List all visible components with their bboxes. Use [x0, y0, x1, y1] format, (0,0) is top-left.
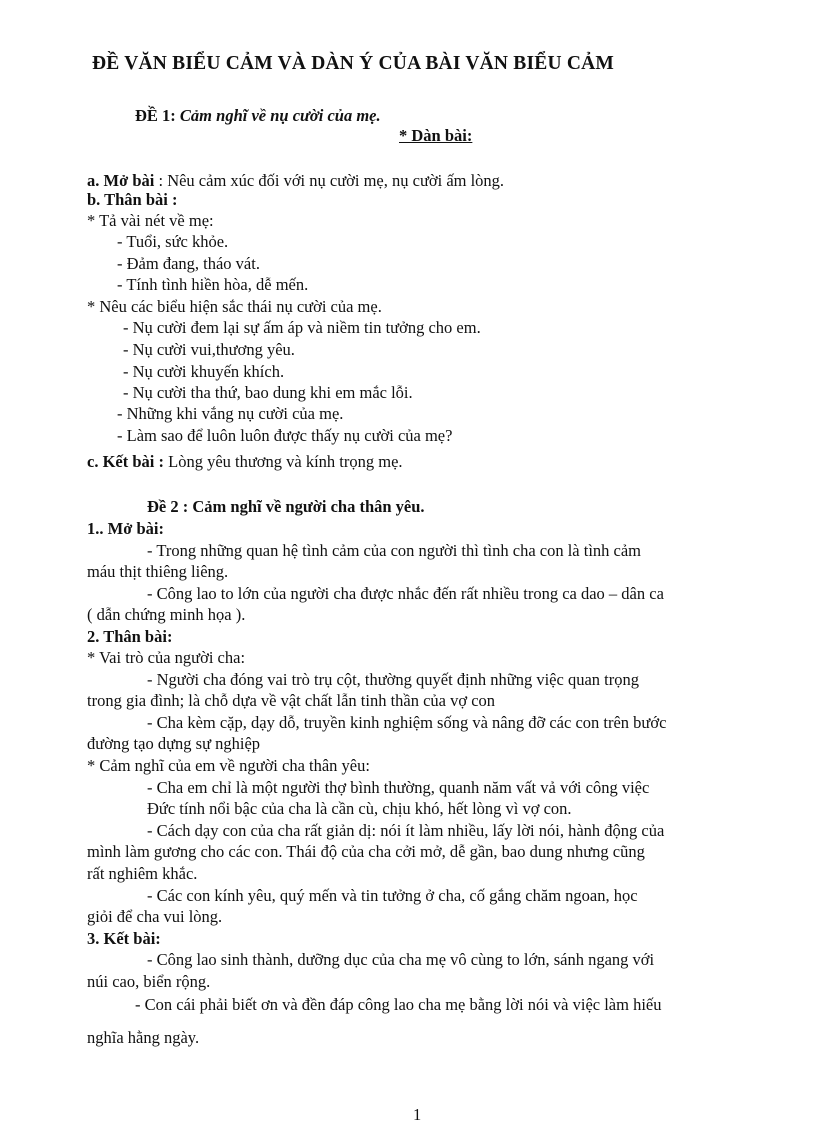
- body-2-line: - Cách dạy con của cha rất giản dị: nói ít làm nhiều, lấy lời nói, hành động của: [147, 821, 665, 840]
- body-1-line: - Nụ cười đem lại sự ấm áp và niềm tin tưởng cho em.: [123, 318, 481, 337]
- intro-2-label: 1.. Mở bài:: [87, 519, 164, 538]
- body-2-line: - Người cha đóng vai trò trụ cột, thường quyết định những việc quan trọng: [147, 670, 639, 689]
- topic-2-label: Đề 2 :: [147, 497, 189, 516]
- conclusion-1-label: c. Kết bài :: [87, 452, 164, 471]
- intro-1-label: a. Mở bài: [87, 171, 155, 190]
- body-1-line: * Nêu các biểu hiện sắc thái nụ cười của mẹ.: [87, 297, 382, 316]
- body-2-line: đường tạo dựng sự nghiệp: [87, 734, 261, 753]
- topic-1-label: ĐỀ 1:: [135, 106, 176, 125]
- conclusion-1: [87, 451, 403, 472]
- topic-2-title: Cảm nghĩ về người cha thân yêu.: [188, 497, 425, 516]
- body-1-line: - Những khi vắng nụ cười của mẹ.: [117, 404, 344, 423]
- topic-2-heading: [147, 496, 425, 517]
- intro-2-line: - Trong những quan hệ tình cảm của con người thì tình cha con là tình cảm: [147, 541, 642, 560]
- body-2-line: * Vai trò của người cha:: [87, 648, 246, 667]
- conclusion-2-line: - Công lao sinh thành, dưỡng dục của cha mẹ vô cùng to lớn, sánh ngang với: [147, 950, 655, 969]
- topic-1-heading: [135, 105, 381, 126]
- body-2-label: 2. Thân bài:: [87, 627, 173, 646]
- body-1-line: - Đảm đang, tháo vát.: [117, 254, 260, 273]
- intro-1-text: : Nêu cảm xúc đối với nụ cười mẹ, nụ cười ấm lòng.: [154, 171, 505, 190]
- body-2-line: - Các con kính yêu, quý mến và tin tưởng ở cha, cố gắng chăm ngoan, học: [147, 886, 638, 905]
- body-1-line: - Nụ cười vui,thương yêu.: [123, 340, 295, 359]
- body-2-line: - Cha kèm cặp, dạy dỗ, truyền kinh nghiệm sống và nâng đỡ các con trên bước: [147, 713, 667, 732]
- body-2-line: trong gia đình; là chỗ dựa về vật chất lẫn tinh thần của vợ con: [87, 691, 496, 710]
- topic-1-title: Cảm nghĩ về nụ cười của mẹ.: [179, 106, 381, 125]
- page-number: 1: [413, 1105, 422, 1124]
- intro-1: [87, 170, 504, 191]
- outline-heading: [399, 125, 472, 146]
- body-2-line: giỏi để cha vui lòng.: [87, 907, 223, 926]
- body-2-line: Đức tính nổi bậc của cha là cần cù, chịu khó, hết lòng vì vợ con.: [147, 799, 572, 818]
- body-1-line: - Làm sao để luôn luôn được thấy nụ cười của mẹ?: [117, 426, 453, 445]
- body-2-line: mình làm gương cho các con. Thái độ của cha cởi mở, dễ gần, bao dung nhưng cũng: [87, 842, 645, 861]
- body-2-line: * Cảm nghĩ của em về người cha thân yêu:: [87, 756, 370, 775]
- conclusion-2-label: 3. Kết bài:: [87, 929, 161, 948]
- conclusion-2-line: - Con cái phải biết ơn và đền đáp công lao cha mẹ bằng lời nói và việc làm hiếu: [135, 995, 662, 1014]
- intro-2-line: máu thịt thiêng liêng.: [87, 562, 229, 581]
- body-1-line: - Nụ cười khuyến khích.: [123, 362, 285, 381]
- conclusion-2-line: nghĩa hằng ngày.: [87, 1028, 200, 1047]
- outline-heading-text: * Dàn bài:: [399, 126, 473, 145]
- intro-2-line: - Công lao to lớn của người cha được nhắc đến rất nhiều trong ca dao – dân ca: [147, 584, 664, 603]
- document-title: ĐỀ VĂN BIỂU CẢM VÀ DÀN Ý CỦA BÀI VĂN BIỂU CẢM: [92, 53, 614, 74]
- conclusion-2-line: núi cao, biển rộng.: [87, 972, 211, 991]
- body-2-line: - Cha em chỉ là một người thợ bình thường, quanh năm vất vả với công việc: [147, 778, 650, 797]
- conclusion-1-text: Lòng yêu thương và kính trọng mẹ.: [163, 452, 403, 471]
- body-1-line: * Tả vài nét về mẹ:: [87, 211, 214, 230]
- body-1-line: - Tính tình hiền hòa, dễ mến.: [117, 275, 309, 294]
- body-1-line: - Tuổi, sức khỏe.: [117, 232, 229, 251]
- body-1-label: b. Thân bài :: [87, 190, 178, 209]
- intro-2-line: ( dẫn chứng minh họa ).: [87, 605, 246, 624]
- body-1-line: - Nụ cười tha thứ, bao dung khi em mắc lỗi.: [123, 383, 413, 402]
- body-2-line: rất nghiêm khắc.: [87, 864, 198, 883]
